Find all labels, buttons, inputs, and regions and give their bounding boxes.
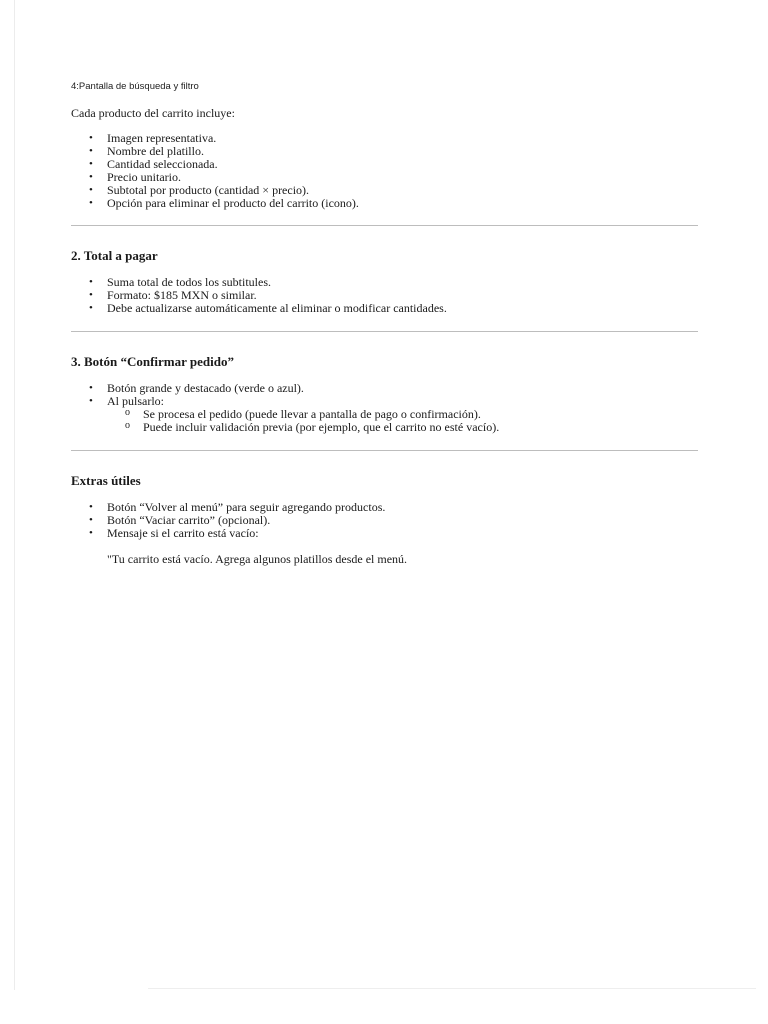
list-item: • Suma total de todos los subtitules. (107, 276, 698, 289)
list-item: • Nombre del platillo. (107, 145, 698, 158)
confirm-subitems-list (107, 408, 698, 434)
section-divider (71, 331, 698, 332)
confirm-items-list (71, 382, 698, 434)
list-item: • Cantidad seleccionada. (107, 158, 698, 171)
list-item: • Precio unitario. (107, 171, 698, 184)
list-item: • Opción para eliminar el producto del carrito (icono). (107, 197, 698, 210)
list-item: • Imagen representativa. (107, 132, 698, 145)
sub-list-item: o Puede incluir validación previa (por ejemplo, que el carrito no esté vacío). (143, 421, 698, 434)
extras-items-list (71, 501, 698, 540)
list-item: • Botón grande y destacado (verde o azul). (107, 382, 698, 395)
list-item: • Botón “Vaciar carrito” (opcional). (107, 514, 698, 527)
section-heading-total: 2. Total a pagar (71, 248, 158, 264)
list-item-label: Al pulsarlo: (107, 394, 164, 409)
section-heading-confirm: 3. Botón “Confirmar pedido” (71, 354, 234, 370)
list-item: • Subtotal por producto (cantidad × precio). (107, 184, 698, 197)
sub-list-item: o Se procesa el pedido (puede llevar a pantalla de pago o confirmación). (143, 408, 698, 421)
list-item: • Formato: $185 MXN o similar. (107, 289, 698, 302)
list-item: • Debe actualizarse automáticamente al eliminar o modificar cantidades. (107, 302, 698, 315)
page-edge-left (14, 0, 15, 990)
empty-cart-message: "Tu carrito está vacío. Agrega algunos platillos desde el menú. (107, 551, 408, 566)
page-header-label: 4:Pantalla de búsqueda y filtro (71, 81, 199, 92)
page-edge-bottom (148, 988, 756, 989)
list-item: • Mensaje si el carrito está vacío: (107, 527, 698, 540)
total-items-list (71, 276, 698, 315)
list-item: • Botón “Volver al menú” para seguir agregando productos. (107, 501, 698, 514)
section-heading-extras: Extras útiles (71, 472, 141, 488)
section-divider (71, 225, 698, 226)
list-item (107, 395, 698, 434)
document-content (71, 80, 698, 566)
intro-text: Cada producto del carrito incluye: (71, 106, 235, 120)
product-items-list (71, 132, 698, 209)
section-divider (71, 450, 698, 451)
